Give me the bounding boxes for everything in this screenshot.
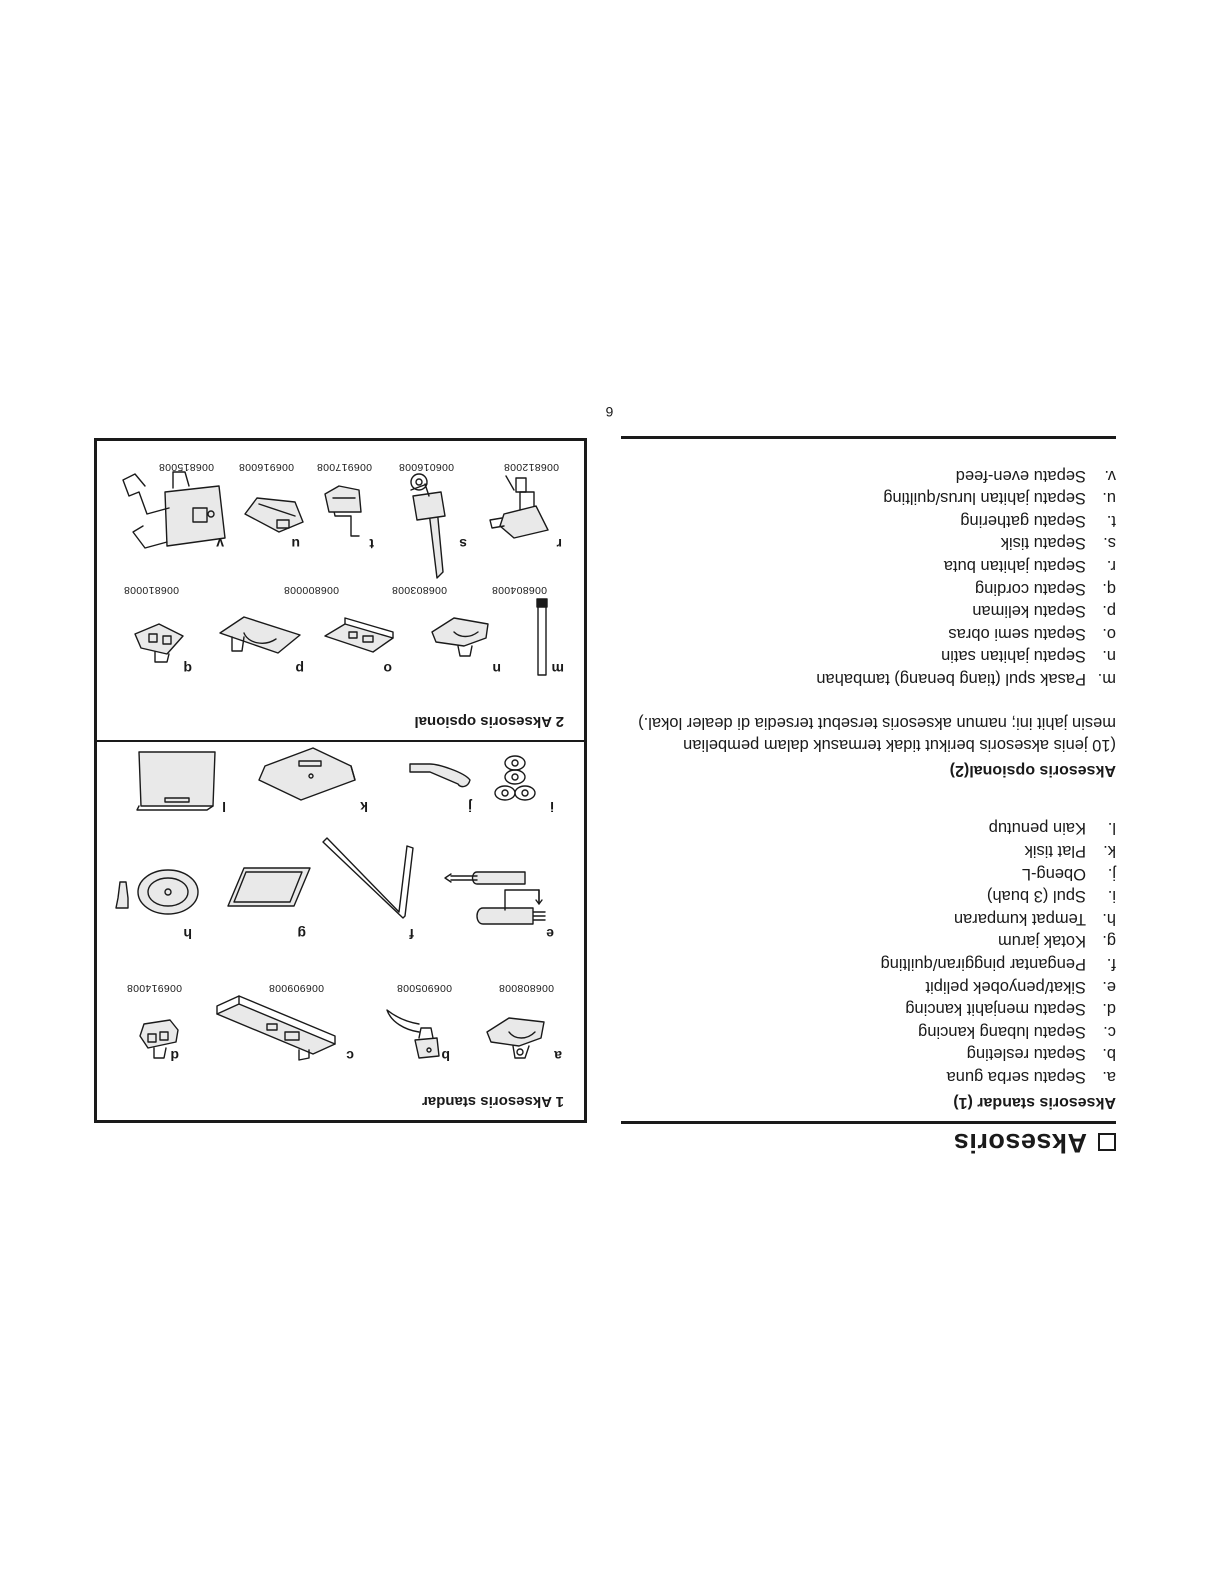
seam-ripper-brush-icon xyxy=(439,858,549,930)
list-item-text: Sepatu jahitan lurus/quilting xyxy=(883,489,1086,508)
list-item xyxy=(960,510,1116,532)
list-item xyxy=(947,1066,1116,1088)
bobbins-icon xyxy=(489,751,541,807)
figure-label-v: v xyxy=(216,536,224,552)
even-feed-foot-icon xyxy=(119,462,229,552)
bottom-rule xyxy=(621,436,1116,439)
multipurpose-foot-icon xyxy=(479,1010,549,1062)
gathering-foot-icon xyxy=(319,480,369,542)
list-item xyxy=(956,465,1116,487)
figure-label-c: c xyxy=(346,1048,354,1064)
figure-label-g: g xyxy=(297,926,306,942)
list-item-letter: o. xyxy=(1102,624,1116,643)
list-item xyxy=(883,487,1116,509)
figure-label-q: q xyxy=(183,661,192,677)
list-item xyxy=(954,908,1116,930)
list-item-letter: g. xyxy=(1102,932,1116,951)
standard-heading: Aksesoris standar (1) xyxy=(953,1094,1116,1111)
edge-guide-icon xyxy=(319,832,419,922)
list-item-text: Sepatu lubang kancing xyxy=(918,1022,1086,1041)
list-item-text: Sepatu tisik xyxy=(1000,534,1086,553)
figure-label-i: i xyxy=(550,799,554,815)
list-item-letter: m. xyxy=(1097,670,1116,688)
list-item xyxy=(918,1021,1116,1043)
part-code-n: 006804008 xyxy=(491,584,547,596)
list-item-letter: h. xyxy=(1102,909,1116,928)
list-item-letter: r. xyxy=(1106,557,1116,575)
list-item-text: Sepatu jahitan satin xyxy=(941,647,1086,666)
list-item-text: Sepatu keliman xyxy=(972,602,1086,621)
darning-foot-icon xyxy=(399,472,459,582)
list-item xyxy=(881,953,1117,975)
figure-label-b: b xyxy=(441,1048,450,1064)
figure-label-l: l xyxy=(222,799,226,815)
figure-label-r: r xyxy=(556,536,562,552)
figure-label-d: d xyxy=(170,1048,179,1064)
part-code-a: 006808008 xyxy=(498,982,554,994)
list-item-text: Kain penutup xyxy=(988,819,1086,838)
list-item xyxy=(948,623,1116,645)
list-item xyxy=(925,976,1116,998)
list-item xyxy=(972,600,1116,622)
list-item-letter: l. xyxy=(1107,819,1116,838)
list-item-letter: p. xyxy=(1102,602,1116,621)
list-item-text: Tempat kumparan xyxy=(953,909,1086,928)
spool-pin-icon xyxy=(535,597,549,677)
figure-label-s: s xyxy=(459,536,467,552)
list-item xyxy=(1001,532,1116,554)
darning-plate-icon xyxy=(251,740,361,810)
straight-stitch-foot-icon xyxy=(239,490,309,542)
figure-label-u: u xyxy=(291,536,300,552)
spool-holder-icon xyxy=(114,862,204,922)
figure-label-e: e xyxy=(546,926,554,942)
figure-label-k: k xyxy=(360,799,368,815)
list-item-text: Obeng-L xyxy=(1021,864,1086,883)
list-item-letter: v. xyxy=(1104,466,1116,485)
figure-optional-title: 2 Aksesoris opsional xyxy=(414,713,564,730)
list-item-letter: t. xyxy=(1106,511,1116,530)
overcasting-foot-icon xyxy=(319,614,399,664)
list-item xyxy=(967,1043,1116,1065)
list-item xyxy=(998,930,1116,952)
list-item-letter: n. xyxy=(1102,647,1116,666)
optional-note: (10 jenis aksesoris berikut tidak termasuk dalam pembelian mesin jahit ini; namun aksesoris tersebut tersedia di dealer lokal.) xyxy=(638,714,1116,754)
dust-cover-icon xyxy=(133,746,219,812)
figure-label-p: p xyxy=(295,661,304,677)
figure-label-m: m xyxy=(551,661,564,677)
list-item-letter: i. xyxy=(1107,887,1116,906)
blind-stitch-foot-icon xyxy=(484,470,554,550)
list-item-letter: q. xyxy=(1102,579,1116,598)
part-code-b: 006905008 xyxy=(396,982,452,994)
figure-label-a: a xyxy=(554,1048,562,1064)
list-item-letter: f. xyxy=(1106,955,1116,973)
figure-label-f: f xyxy=(409,926,414,942)
list-item-letter: k. xyxy=(1103,842,1116,860)
part-code-p: 006800008 xyxy=(283,584,339,596)
figure-standard-title: 1 Aksesoris standar xyxy=(421,1093,564,1110)
part-code-v: 006815008 xyxy=(158,461,214,473)
figure-label-o: o xyxy=(383,661,392,677)
list-item-letter: a. xyxy=(1102,1068,1116,1086)
list-item xyxy=(987,885,1116,907)
list-item-text: Pasak spul (tiang benang) tambahan xyxy=(816,670,1086,688)
part-code-d: 006914008 xyxy=(126,982,182,994)
part-code-r: 006812008 xyxy=(503,461,559,473)
figure-label-h: h xyxy=(183,926,192,942)
list-item xyxy=(944,555,1116,577)
list-item xyxy=(1025,840,1116,862)
figure-label-j: j xyxy=(468,799,472,815)
list-item-letter: j. xyxy=(1107,864,1116,883)
page-number: 6 xyxy=(605,404,614,420)
list-item-text: Sepatu semi obras xyxy=(948,624,1086,643)
part-code-q: 006810008 xyxy=(123,584,179,596)
list-item-letter: u. xyxy=(1102,489,1116,508)
hemmer-foot-icon xyxy=(214,611,304,667)
list-item-text: Sepatu serba guna xyxy=(946,1068,1086,1086)
list-item-letter: s. xyxy=(1103,534,1116,553)
part-code-c: 006909008 xyxy=(268,982,324,994)
l-screwdriver-icon xyxy=(404,754,474,794)
list-item xyxy=(989,817,1116,839)
satin-stitch-foot-icon xyxy=(424,610,494,662)
cording-foot-icon xyxy=(129,612,189,664)
list-item-text: Sikat/penyobek pelipit xyxy=(925,977,1086,996)
list-item-text: Sepatu even-feed xyxy=(955,466,1086,485)
part-code-t: 006917008 xyxy=(316,461,372,473)
list-item-letter: d. xyxy=(1102,1000,1116,1019)
figure-label-n: n xyxy=(492,661,501,677)
list-item-text: Sepatu resleting xyxy=(966,1045,1086,1064)
list-item-text: Sepatu menjahit kancing xyxy=(905,1000,1086,1019)
buttonhole-foot-icon xyxy=(209,994,339,1064)
list-item-text: Spul (3 buah) xyxy=(986,887,1086,906)
list-item-text: Sepatu jahitan buta xyxy=(943,557,1086,575)
list-item-text: Pengantar pinggiran/quilting xyxy=(880,955,1086,973)
list-item-text: Sepatu cording xyxy=(975,579,1086,598)
list-item-letter: c. xyxy=(1103,1022,1116,1041)
part-code-s: 006016008 xyxy=(398,461,454,473)
part-code-u: 006916008 xyxy=(238,461,294,473)
page-title: Aksesoris xyxy=(953,1128,1087,1158)
title-checkbox-icon xyxy=(1098,1133,1116,1151)
list-item-text: Plat tisik xyxy=(1024,842,1086,860)
list-item-text: Kotak jarum xyxy=(997,932,1086,951)
list-item-text: Sepatu gathering xyxy=(960,511,1086,530)
part-code-o: 006803008 xyxy=(391,584,447,596)
needle-case-icon xyxy=(224,862,314,912)
figure-label-t: t xyxy=(369,536,374,552)
button-sewing-foot-icon xyxy=(134,1012,184,1060)
list-item-letter: e. xyxy=(1102,977,1116,996)
list-item xyxy=(905,998,1116,1020)
top-rule xyxy=(621,1121,1116,1124)
list-item-letter: b. xyxy=(1102,1045,1116,1064)
list-item xyxy=(816,668,1116,690)
zipper-foot-icon xyxy=(379,1006,449,1062)
list-item xyxy=(1022,863,1116,885)
optional-heading: Aksesoris opsional(2) xyxy=(949,762,1116,779)
list-item xyxy=(975,578,1116,600)
list-item xyxy=(941,645,1116,667)
